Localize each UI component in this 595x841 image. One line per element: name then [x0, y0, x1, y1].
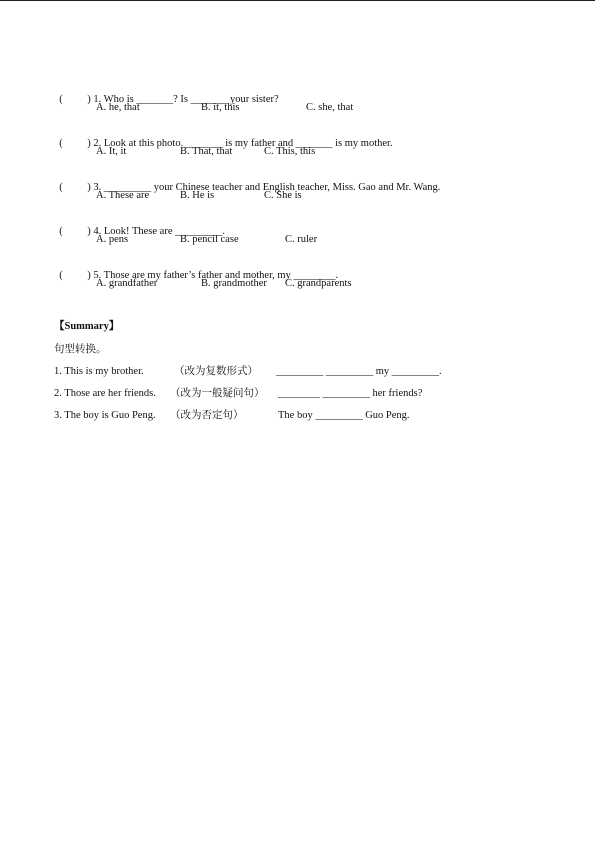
option-c: C. ruler [285, 234, 318, 245]
option-c: C. grandparents [285, 278, 352, 289]
question-1 [54, 79, 279, 107]
answer-bracket: ( [59, 270, 63, 281]
summary-item-1-hint: （改为复数形式） [174, 366, 258, 377]
summary-item-3-hint: （改为否定句） [170, 410, 244, 421]
answer-bracket: ( [59, 182, 63, 193]
summary-item-3-answer: The boy _________ Guo Peng. [278, 410, 410, 421]
option-b: B. grandmother [201, 278, 267, 289]
option-b: B. pencil case [180, 234, 239, 245]
question-text: ) 1. Who is _______? Is _______ your sister? [87, 94, 279, 105]
option-a: A. It, it [96, 146, 127, 157]
answer-bracket: ( [59, 94, 63, 105]
option-c: C. she, that [306, 102, 354, 113]
page-top-border [0, 0, 595, 1]
summary-instruction: 句型转换。 [54, 344, 107, 355]
option-b: B. That, that [180, 146, 233, 157]
option-a: A. he, that [96, 102, 140, 113]
option-b: B. it, this [201, 102, 240, 113]
summary-heading: 【Summary】 [54, 321, 120, 332]
summary-item-1-sentence: 1. This is my brother. [54, 366, 144, 377]
option-a: A. pens [96, 234, 129, 245]
option-a: A. These are [96, 190, 150, 201]
option-c: C. This, this [264, 146, 316, 157]
question-text: ) 5. Those are my father’s father and mother, my ________. [87, 270, 339, 281]
summary-item-3-sentence: 3. The boy is Guo Peng. [54, 410, 156, 421]
answer-bracket: ( [59, 226, 63, 237]
summary-item-2-answer: ________ _________ her friends? [278, 388, 423, 399]
summary-item-1-answer: _________ _________ my _________. [276, 366, 442, 377]
summary-item-2-sentence: 2. Those are her friends. [54, 388, 156, 399]
question-text: ) 2. Look at this photo. _______ is my father and _______ is my mother. [87, 138, 393, 149]
option-c: C. She is [264, 190, 302, 201]
summary-item-2-hint: （改为一般疑问句） [170, 388, 265, 399]
option-b: B. He is [180, 190, 215, 201]
question-text: ) 4. Look! These are _________. [87, 226, 225, 237]
option-a: A. grandfather [96, 278, 158, 289]
answer-bracket: ( [59, 138, 63, 149]
question-text: ) 3. _________ your Chinese teacher and English teacher, Miss. Gao and Mr. Wang. [87, 182, 441, 193]
